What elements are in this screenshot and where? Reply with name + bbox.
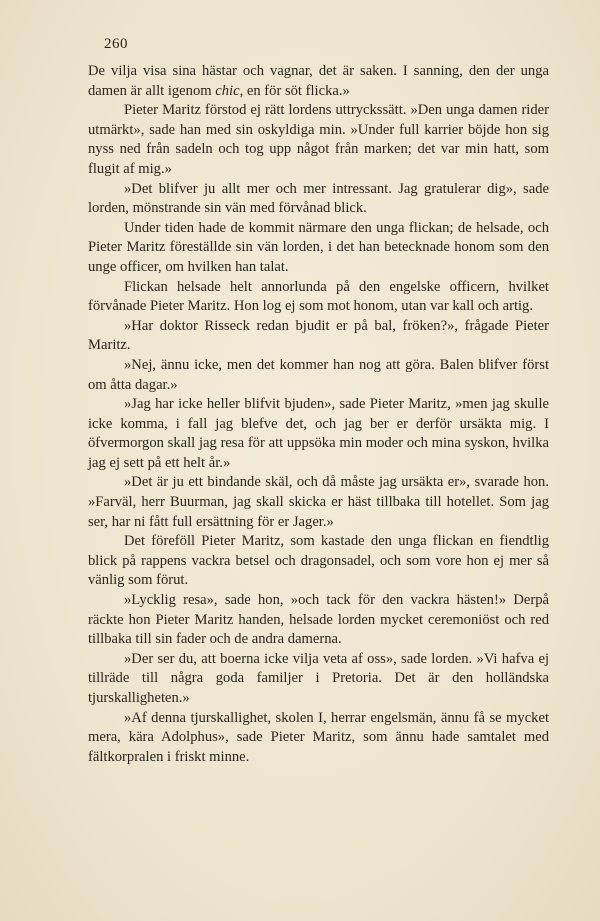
paragraph-2: Pieter Maritz förstod ej rätt lordens uttryckssätt. »Den unga damen rider utmärkt», sade han med sin oskyldiga min. »Under full karrier böjde hon sig nyss ned från sadeln och tog upp något från marken; det var min hatt, som flugit af mig.»: [88, 102, 549, 177]
paragraph-6: »Har doktor Risseck redan bjudit er på bal, fröken?», frågade Pieter Maritz.: [88, 317, 549, 354]
paragraph-1: [88, 62, 549, 101]
paragraph-1-text: De vilja visa sina hästar och vagnar, det är saken. I sanning, den der unga damen är allt igenom: [88, 63, 549, 99]
paragraph-1-emphasis: chic: [215, 82, 240, 99]
body-text: [88, 62, 549, 767]
page-number: 260: [104, 36, 128, 52]
paragraph-4: Under tiden hade de kommit närmare den unga flickan; de helsade, och Pieter Maritz föreställde sin vän lorden, i det han betecknade honom som den unge officer, om hvilken han talat.: [88, 219, 549, 275]
paragraph-8: »Jag har icke heller blifvit bjuden», sade Pieter Maritz, »men jag skulle icke komma, i fall jag blefve det, och jag ber er derför ursäkta mig. I öfvermorgon skall jag resa för att uppsöka min moder och mina syskon, hvilka jag ej sett på ett helt år.»: [88, 396, 549, 471]
paragraph-10: Det föreföll Pieter Maritz, som kastade den unga flickan en fiendtlig blick på rappens vackra betsel och dragonsadel, och som vore hon ej mer så vänlig som förut.: [88, 533, 549, 589]
paragraph-1-text-end: , en för söt flicka.»: [239, 82, 350, 99]
paragraph-3: »Det blifver ju allt mer och mer intressant. Jag gratulerar dig», sade lorden, mönstrande sin vän med förvånad blick.: [88, 180, 549, 217]
paragraph-12: »Der ser du, att boerna icke vilja veta af oss», sade lorden. »Vi hafva ej tillräde till några goda familjer i Pretoria. Det är den holländska tjurskalligheten.»: [88, 650, 549, 706]
paragraph-9: »Det är ju ett bindande skäl, och då måste jag ursäkta er», svarade hon. »Farväl, herr Buurman, jag skall skicka er häst tillbaka till hotellet. Som jag ser, har ni fått full ersättning för er Jager.»: [88, 474, 549, 530]
paragraph-13: »Af denna tjurskallighet, skolen I, herrar engelsmän, ännu få se mycket mera, kära Adolphus», sade Pieter Maritz, som ännu hade samtalet med fältkorpralen i friskt minne.: [88, 709, 549, 765]
paragraph-11: »Lycklig resa», sade hon, »och tack för den vackra hästen!» Derpå räckte hon Pieter Maritz handen, helsade lorden mycket ceremoniöst och red tillbaka till sin fader och de andra damerna.: [88, 592, 549, 648]
paragraph-7: »Nej, ännu icke, men det kommer han nog att göra. Balen blifver först om åtta dagar.»: [88, 356, 549, 393]
paragraph-5: Flickan helsade helt annorlunda på den engelske officern, hvilket förvånade Pieter Maritz. Hon log ej som mot honom, utan var kall och artig.: [88, 278, 549, 315]
